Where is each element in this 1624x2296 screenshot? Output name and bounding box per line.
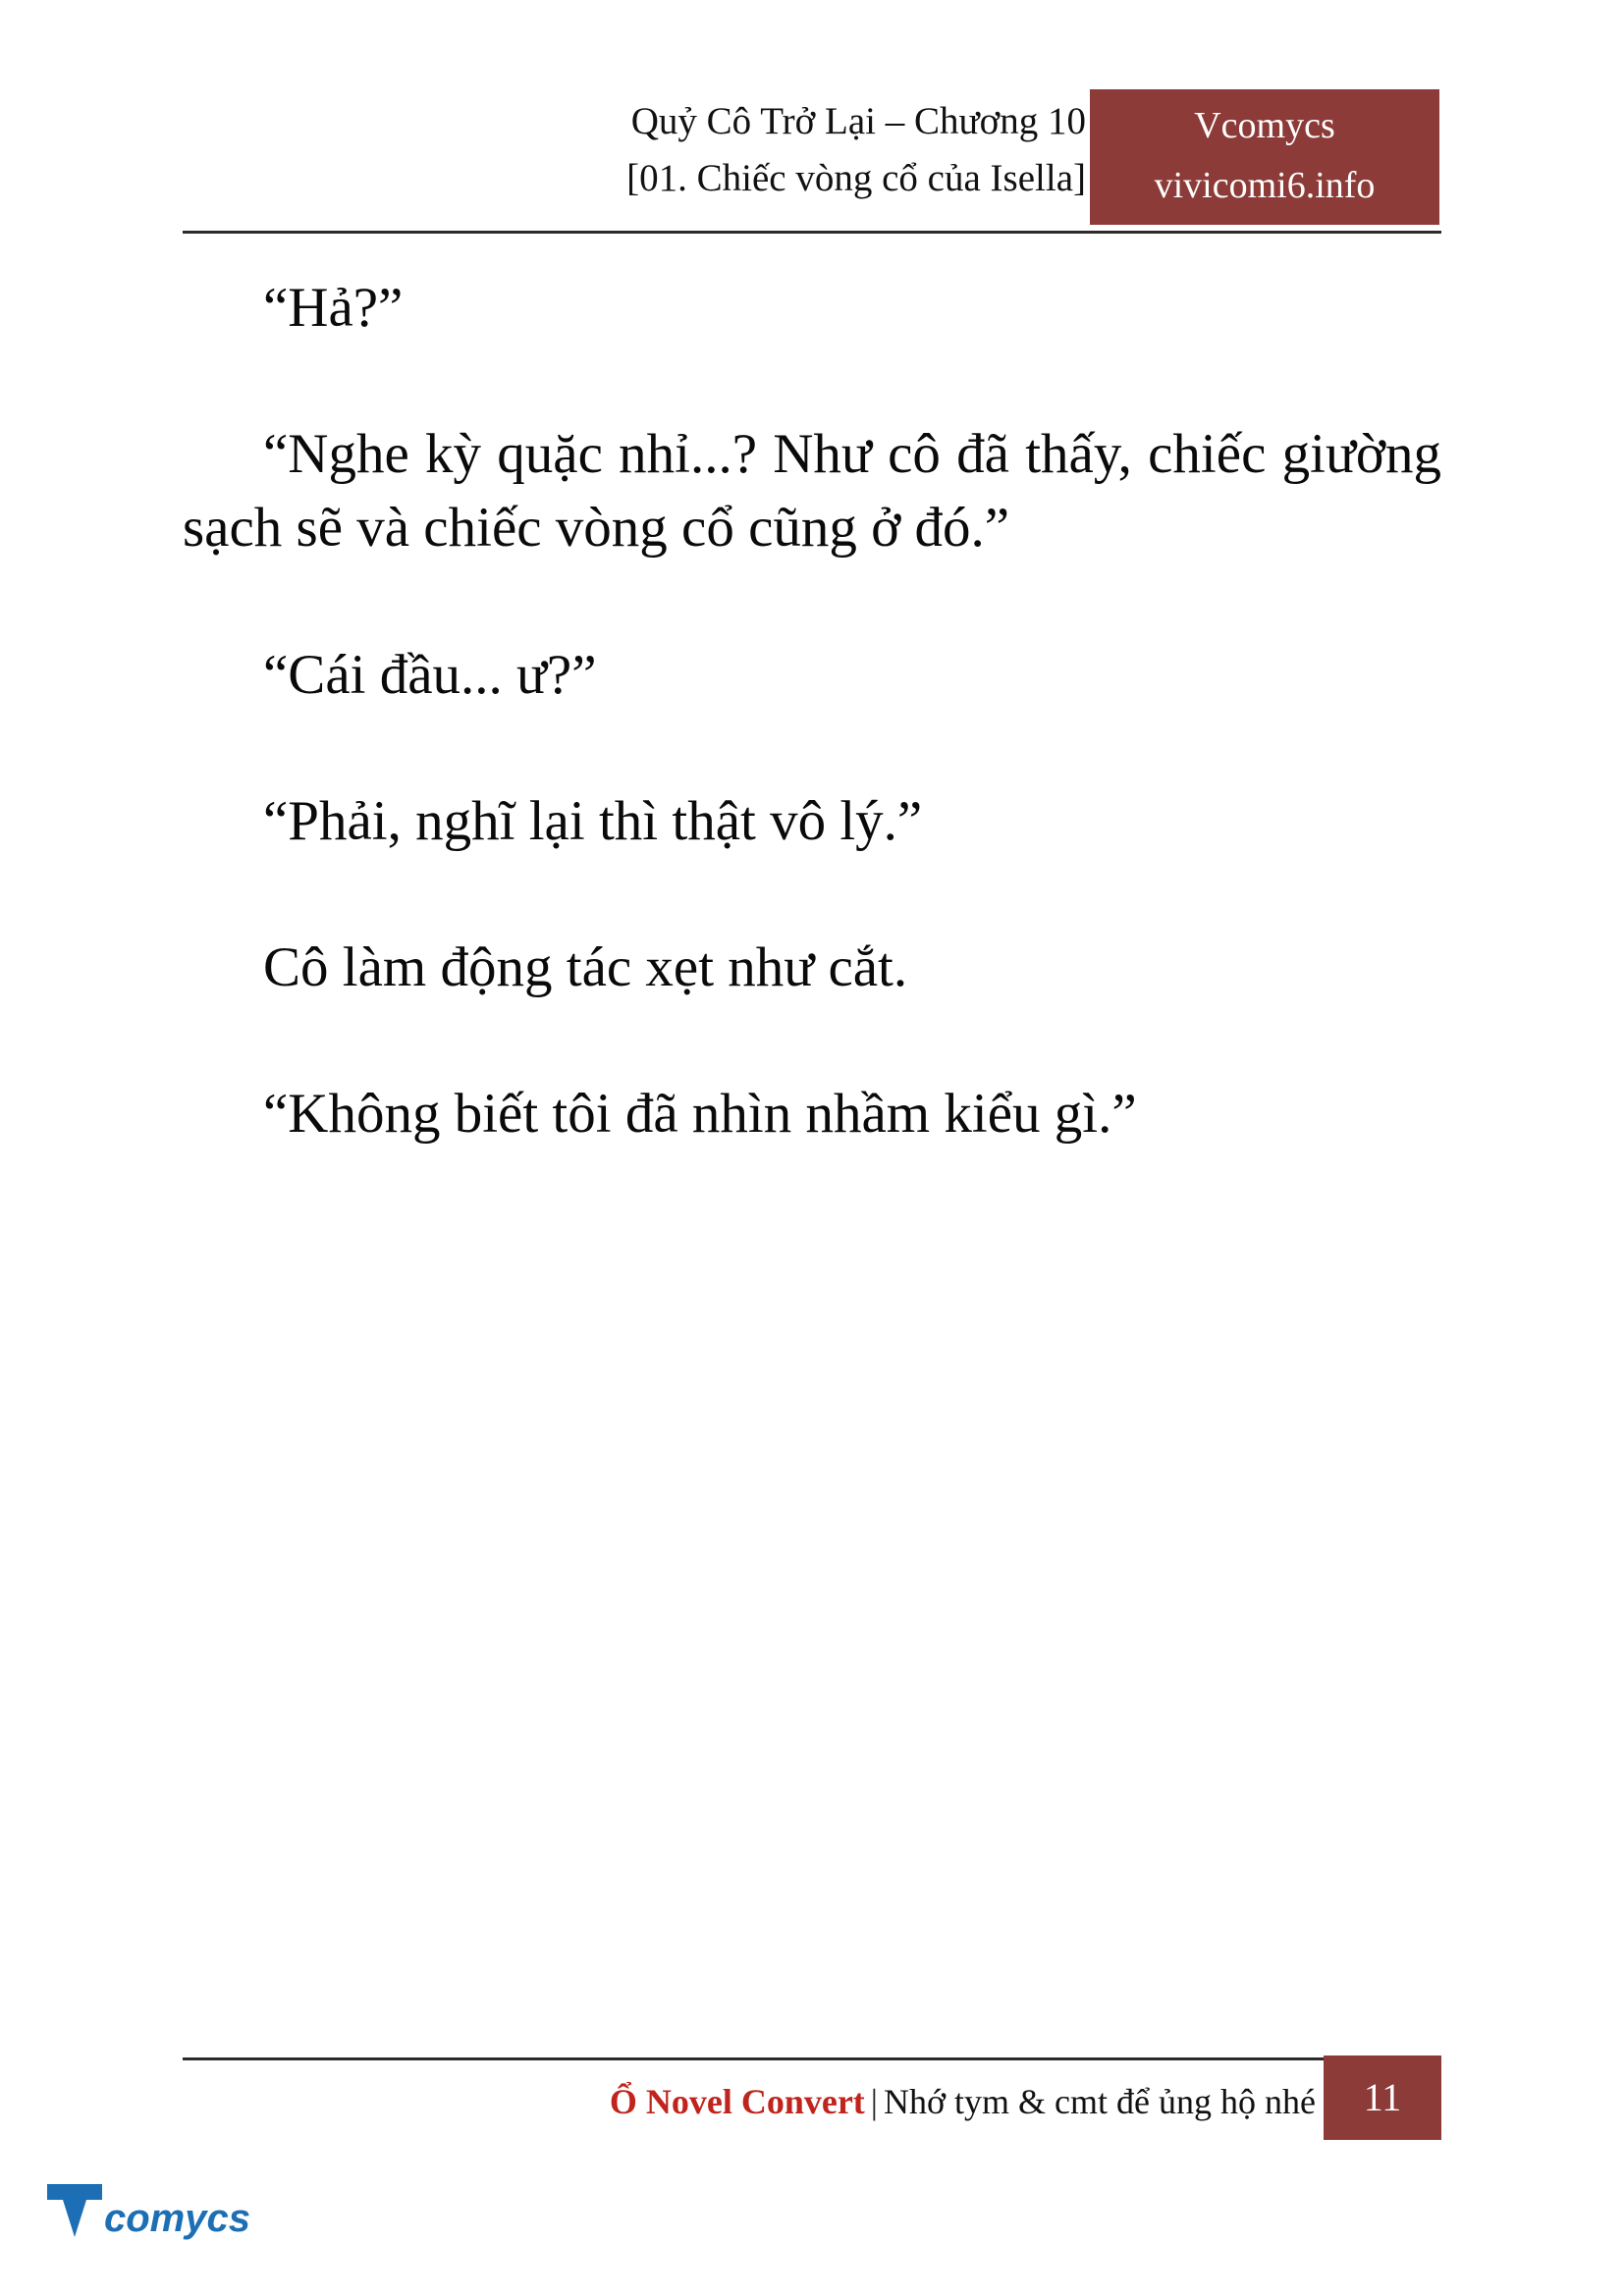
- footer-text: [610, 2065, 1316, 2138]
- header-title-line2: [01. Chiếc vòng cổ của Isella]: [626, 157, 1086, 199]
- paragraph: “Không biết tôi đã nhìn nhầm kiểu gì.”: [263, 1083, 1137, 1146]
- header-badge-site: vivicomi6.info: [1154, 165, 1376, 206]
- footer-divider: [183, 2057, 1441, 2060]
- svg-text:comycs: comycs: [104, 2197, 250, 2240]
- paragraph: Cô làm động tác xẹt như cắt.: [263, 936, 908, 999]
- header-site-badge: [1090, 89, 1439, 225]
- paragraph: “Nghe kỳ quặc nhỉ...? Như cô đã thấy, chiếc giường sạch sẽ và chiếc vòng cổ cũng ở đó.”: [183, 423, 1441, 560]
- footer-brand: Ổ Novel Convert: [609, 2082, 865, 2121]
- header-title: [379, 93, 1086, 207]
- footer-separator: |: [870, 2082, 879, 2121]
- header-title-line1: Quỷ Cô Trở Lại – Chương 10: [630, 100, 1086, 142]
- paragraph: “Hả?”: [263, 277, 404, 339]
- vcomycs-watermark-logo: [41, 2174, 287, 2265]
- page-header: [183, 93, 1439, 231]
- page-body: [183, 271, 1441, 1151]
- page-number-badge: 11: [1324, 2056, 1441, 2140]
- header-badge-brand: Vcomycs: [1194, 105, 1335, 146]
- page-footer: [183, 2065, 1441, 2138]
- watermark-icon: [41, 2174, 287, 2265]
- footer-note: Nhớ tym & cmt để ủng hộ nhé: [884, 2082, 1316, 2121]
- paragraph: “Phải, nghĩ lại thì thật vô lý.”: [263, 789, 923, 852]
- header-divider: [183, 231, 1441, 234]
- paragraph: “Cái đầu... ư?”: [263, 643, 597, 706]
